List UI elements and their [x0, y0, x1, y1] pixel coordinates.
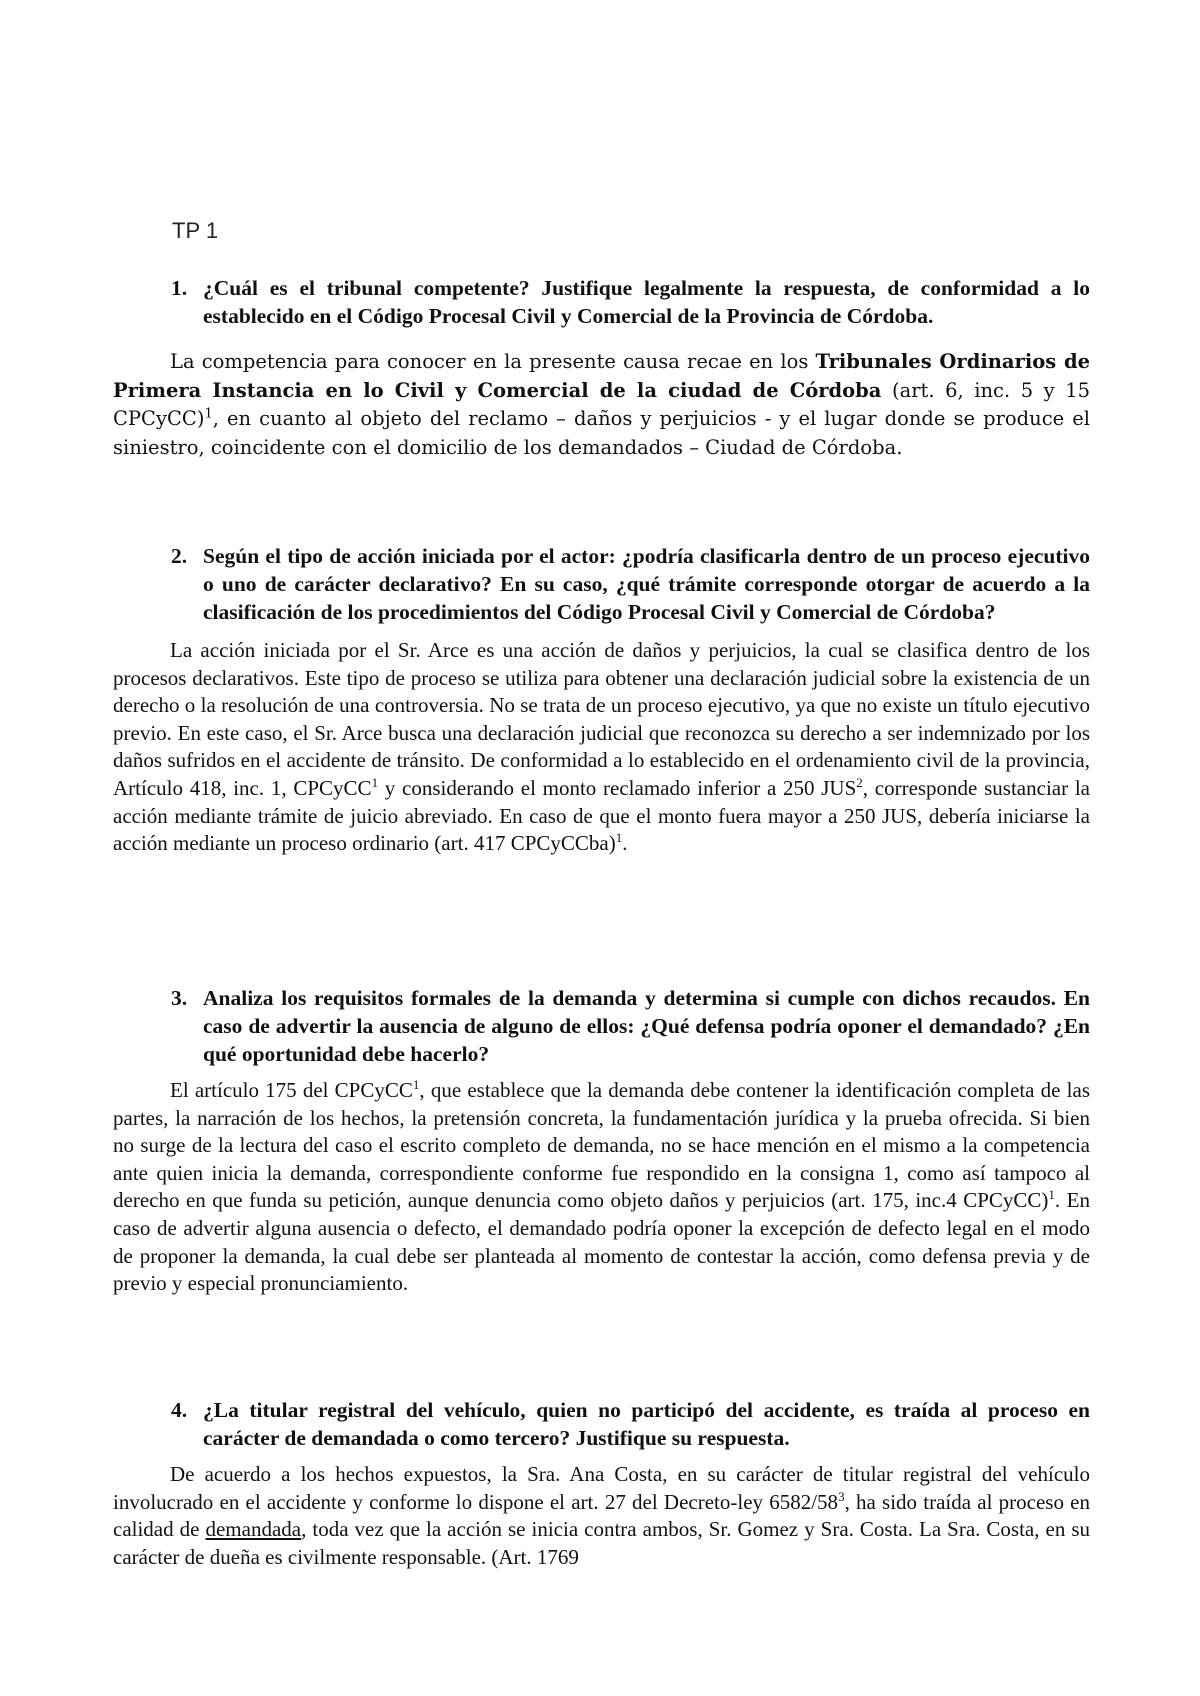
answer-text: , en cuanto al objeto del reclamo – daños y perjuicios - y el lugar donde se produce el siniestro, coincidente con el domicilio de los demandados – Ciudad de Córdoba. [113, 407, 1090, 459]
answer-text: . [622, 831, 628, 856]
footnote-ref: 1 [204, 406, 213, 422]
question-text: Analiza los requisitos formales de la demanda y determina si cumple con dichos recaudos. En caso de advertir la ausencia de alguno de ellos: ¿Qué defensa podría oponer el demandado? ¿En qué oportunidad debe hacerlo? [203, 986, 1090, 1066]
question-4-block [113, 1396, 1090, 1571]
question-2-block [113, 542, 1090, 858]
answer-text: , ha sido traída al proceso en calidad de [113, 1489, 1090, 1542]
question-text: ¿Cuál es el tribunal competente? Justifique legalmente la respuesta, de conformidad a lo establecido en el Código Procesal Civil y Comercial de la Provincia de Córdoba. [203, 276, 1090, 328]
answer-text: . En caso de advertir alguna ausencia o defecto, el demandado podría oponer la excepción de defecto legal en el modo de proponer la demanda, la cual debe ser planteada al momento de contestar la acción, como defensa previa y de previo y especial pronunciamiento. [113, 1188, 1090, 1296]
question-4 [113, 1396, 1090, 1452]
answer-2 [113, 637, 1090, 858]
answer-underlined-text: demandada [205, 1517, 302, 1542]
question-text: Según el tipo de acción iniciada por el actor: ¿podría clasificarla dentro de un proceso ejecutivo o uno de carácter declarativo? En su caso, ¿qué trámite corresponde otorgar de acuerdo a la clasificación de los procedimientos del Código Procesal Civil y Comercial de Córdoba? [203, 544, 1090, 624]
question-number: 4. [171, 1398, 188, 1422]
footnote-ref: 2 [856, 774, 863, 790]
answer-text: El artículo 175 del CPCyCC [170, 1078, 413, 1102]
question-1 [113, 274, 1090, 330]
answer-1 [113, 348, 1090, 462]
answer-text: La competencia para conocer en la presente causa recae en los [170, 350, 816, 373]
question-3 [113, 984, 1090, 1068]
answer-text: De acuerdo a los hechos expuestos, la Sra. Ana Costa, en su carácter de titular registral del vehículo involucrado en el accidente y conforme lo dispone el art. 27 del Decreto-ley 6582/58 [113, 1462, 1090, 1514]
answer-4 [113, 1461, 1090, 1571]
footnote-ref: 1 [412, 1077, 420, 1092]
answer-3 [113, 1077, 1090, 1298]
question-3-block [113, 984, 1090, 1298]
footnote-ref: 1 [1048, 1187, 1055, 1203]
question-2 [113, 542, 1090, 626]
answer-text: La acción iniciada por el Sr. Arce es una acción de daños y perjuicios, la cual se clasifica dentro de los procesos declarativos. Este tipo de proceso se utiliza para obtener una declaración judicial sobre la existencia de un derecho o la resolución de una controversia. No se trata de un proceso ejecutivo, ya que no existe un título ejecutivo previo. En este caso, el Sr. Arce busca una declaración judicial que reconozca su derecho a ser indemnizado por los daños sufridos en el accidente de tránsito. De conformidad a lo establecido en el ordenamiento civil de la provincia, Artículo 418, inc. 1, CPCyCC [113, 638, 1090, 800]
answer-text: , corresponde sustanciar la acción mediante trámite de juicio abreviado. En caso de que el monto fuera mayor a 250 JUS, debería iniciarse la acción mediante un proceso ordinario (art. 417 CPCyCCba) [113, 775, 1090, 856]
footnote-ref: 1 [615, 830, 623, 846]
answer-text: , toda vez que la acción se inicia contra ambos, Sr. Gomez y Sra. Costa. La Sra. Costa, en su carácter de dueña es civilmente responsable. (Art. 1769 [113, 1517, 1091, 1569]
answer-text: (art. 6, inc. 5 y 15 CPCyCC) [113, 378, 1091, 430]
question-1-block [113, 274, 1090, 462]
question-text: ¿La titular registral del vehículo, quien no participó del accidente, es traída al proceso en carácter de demandada o como tercero? Justifique su respuesta. [203, 1398, 1090, 1450]
question-number: 3. [171, 986, 188, 1010]
question-number: 1. [171, 276, 188, 300]
footnote-ref: 1 [371, 774, 379, 790]
answer-text: , que establece que la demanda debe contener la identificación completa de las partes, la narración de los hechos, la pretensión concreta, la fundamentación jurídica y la prueba ofrecida. Si bien no surge de la lectura del caso el escrito completo de demanda, no se hace mención en el mismo a la competencia ante quien inicia la demanda, correspondiente conforme fue respondido en la consigna 1, como así tampoco al derecho en que funda su petición, aunque denuncia como objeto daños y perjuicios (art. 175, inc.4 CPCyCC) [113, 1078, 1090, 1213]
document-title: TP 1 [172, 218, 219, 243]
answer-text: y considerando el monto reclamado inferior a 250 JUS [378, 775, 857, 800]
answer-bold-text: Tribunales Ordinarios de Primera Instancia en lo Civil y Comercial de la ciudad de Córdoba [113, 350, 1090, 402]
question-number: 2. [171, 544, 188, 568]
footnote-ref: 3 [838, 1488, 845, 1504]
